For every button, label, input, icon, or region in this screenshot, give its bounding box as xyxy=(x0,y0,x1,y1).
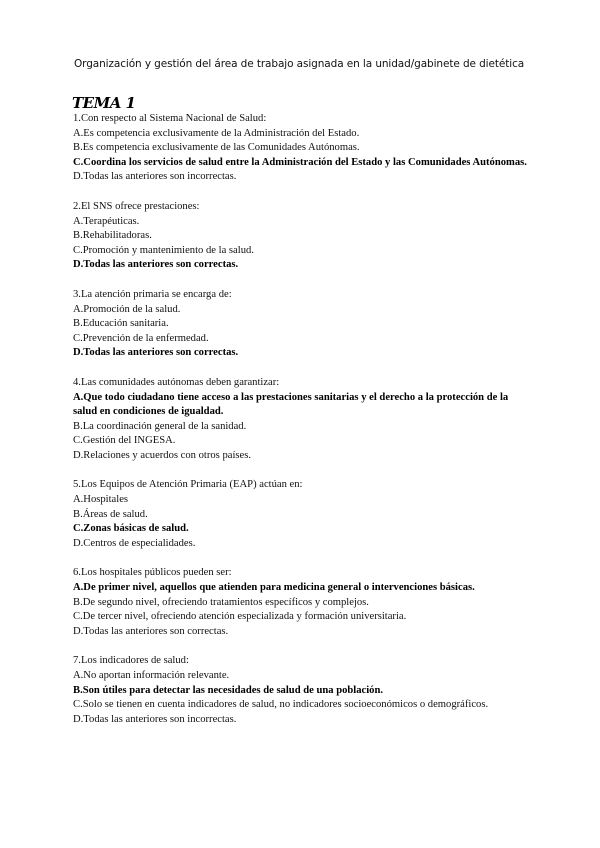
correct-answer-option: C.Coordina los servicios de salud entre la Administración del Estado y las Comunidades Autónomas. xyxy=(73,156,527,168)
correct-answer-option: C.Zonas básicas de salud. xyxy=(73,523,189,535)
question-block xyxy=(73,112,533,185)
answer-option: C.Promoción y mantenimiento de la salud. xyxy=(73,244,254,256)
question-block xyxy=(73,566,533,639)
answer-option: D.Centros de especialidades. xyxy=(73,537,196,549)
answer-option: B.Áreas de salud. xyxy=(73,508,148,520)
question-text: 4.Las comunidades autónomas deben garantizar: xyxy=(73,376,280,388)
answer-option: D.Todas las anteriores son incorrectas. xyxy=(73,713,237,725)
question-block xyxy=(73,654,533,727)
answer-option: D.Relaciones y acuerdos con otros países. xyxy=(73,449,251,461)
question-text: 5.Los Equipos de Atención Primaria (EAP) actúan en: xyxy=(73,479,303,491)
answer-option: B.Rehabilitadoras. xyxy=(73,230,152,242)
question-block xyxy=(73,288,533,361)
answer-option: A.Promoción de la salud. xyxy=(73,303,181,315)
question-text: 7.Los indicadores de salud: xyxy=(73,655,189,667)
question-text: 3.La atención primaria se encarga de: xyxy=(73,288,232,300)
answer-option: B.La coordinación general de la sanidad. xyxy=(73,420,247,432)
question-block xyxy=(73,376,533,464)
question-list xyxy=(73,112,533,742)
answer-option: A.Terapéuticas. xyxy=(73,215,140,227)
answer-option: A.Es competencia exclusivamente de la Administración del Estado. xyxy=(73,127,360,139)
correct-answer-option: D.Todas las anteriores son correctas. xyxy=(73,347,239,359)
answer-option: C.Prevención de la enfermedad. xyxy=(73,332,209,344)
answer-option: B.De segundo nivel, ofreciendo tratamientos específicos y complejos. xyxy=(73,596,369,608)
answer-option: B.Educación sanitaria. xyxy=(73,318,169,330)
question-text: 2.El SNS ofrece prestaciones: xyxy=(73,200,200,212)
document-header: Organización y gestión del área de trabajo asignada en la unidad/gabinete de dietética xyxy=(74,58,525,70)
question-block xyxy=(73,200,533,273)
answer-option: B.Es competencia exclusivamente de las Comunidades Autónomas. xyxy=(73,142,360,154)
answer-option: A.No aportan información relevante. xyxy=(73,670,230,681)
correct-answer-option: D.Todas las anteriores son correctas. xyxy=(73,259,239,271)
section-title: TEMA 1 xyxy=(72,94,136,112)
correct-answer-option: A.Que todo ciudadano tiene acceso a las prestaciones sanitarias y el derecho a la protección de la salud en condiciones de igualdad. xyxy=(73,391,509,418)
answer-option: A.Hospitales xyxy=(73,494,129,506)
answer-option: C.Solo se tienen en cuenta indicadores de salud, no indicadores socioeconómicos o demográficos. xyxy=(73,699,489,711)
answer-option: C.De tercer nivel, ofreciendo atención especializada y formación universitaria. xyxy=(73,611,407,623)
answer-option: D.Todas las anteriores son incorrectas. xyxy=(73,171,237,183)
correct-answer-option: B.Son útiles para detectar las necesidades de salud de una población. xyxy=(73,684,384,696)
answer-option: D.Todas las anteriores son correctas. xyxy=(73,625,229,637)
question-text: 6.Los hospitales públicos pueden ser: xyxy=(73,567,232,579)
answer-option: C.Gestión del INGESA. xyxy=(73,435,176,447)
question-block xyxy=(73,478,533,551)
question-text: 1.Con respecto al Sistema Nacional de Salud: xyxy=(73,113,267,124)
correct-answer-option: A.De primer nivel, aquellos que atienden para medicina general o intervenciones básicas. xyxy=(73,582,475,594)
